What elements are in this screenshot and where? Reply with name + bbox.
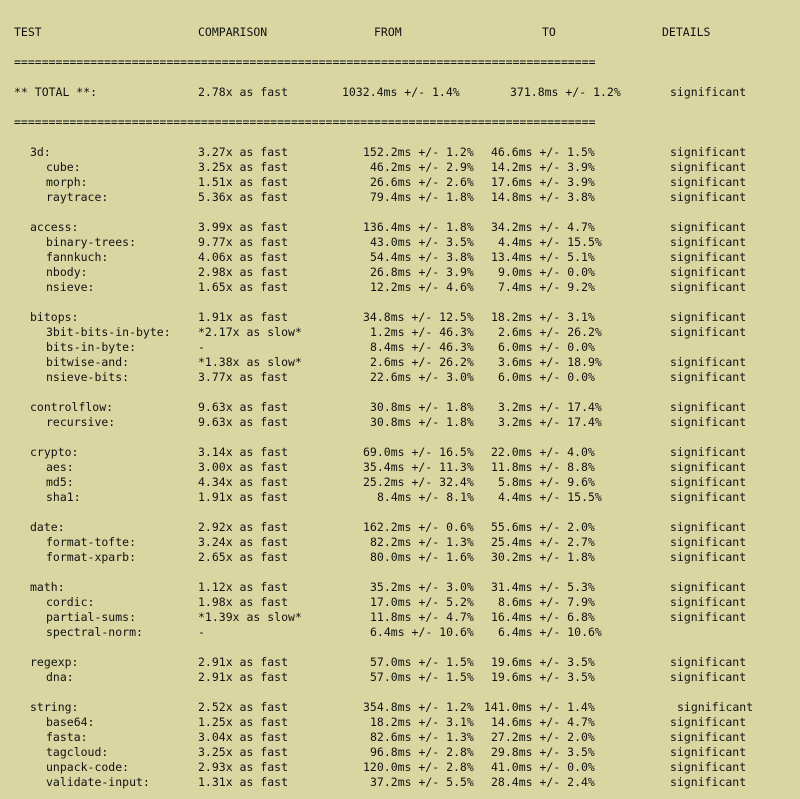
test-comparison: 9.63x as fast: [198, 415, 289, 429]
test-to: 4.4ms +/- 15.5%: [498, 235, 602, 249]
test-to: 7.4ms +/- 9.2%: [498, 280, 595, 294]
test-comparison: 4.34x as fast: [198, 475, 289, 489]
test-to: 28.4ms +/- 2.4%: [491, 775, 595, 789]
group-details: significant: [670, 580, 747, 594]
test-name: spectral-norm:: [46, 625, 143, 639]
test-comparison: 1.98x as fast: [198, 595, 289, 609]
test-details: significant: [670, 355, 747, 369]
test-from: 82.2ms +/- 1.3%: [370, 535, 474, 549]
test-from: 1.2ms +/- 46.3%: [370, 325, 474, 339]
test-name: bits-in-byte:: [46, 340, 137, 354]
test-from: 79.4ms +/- 1.8%: [370, 190, 474, 204]
test-from: 43.0ms +/- 3.5%: [370, 235, 474, 249]
group-details: significant: [670, 310, 747, 324]
test-comparison: 3.25x as fast: [198, 745, 289, 759]
group-name: crypto:: [30, 445, 79, 459]
test-details: significant: [670, 175, 747, 189]
test-details: significant: [670, 775, 747, 789]
test-to: 8.6ms +/- 7.9%: [498, 595, 595, 609]
group-to: 34.2ms +/- 4.7%: [491, 220, 595, 234]
test-from: 82.6ms +/- 1.3%: [370, 730, 474, 744]
test-from: 54.4ms +/- 3.8%: [370, 250, 474, 264]
test-details: significant: [670, 190, 747, 204]
group-comparison: 3.27x as fast: [198, 145, 289, 159]
test-to: 14.2ms +/- 3.9%: [491, 160, 595, 174]
test-comparison: 1.51x as fast: [198, 175, 289, 189]
total-to: 371.8ms +/- 1.2%: [510, 85, 621, 99]
test-from: 6.4ms +/- 10.6%: [370, 625, 474, 639]
group-name: regexp:: [30, 655, 79, 669]
test-from: 11.8ms +/- 4.7%: [370, 610, 474, 624]
separator-bottom: ====================================================================================: [14, 115, 596, 129]
test-name: morph:: [46, 175, 88, 189]
total-name: ** TOTAL **:: [14, 85, 98, 99]
test-to: 27.2ms +/- 2.0%: [491, 730, 595, 744]
test-details: significant: [670, 745, 747, 759]
test-comparison: 3.04x as fast: [198, 730, 289, 744]
test-name: fasta:: [46, 730, 88, 744]
test-from: 2.6ms +/- 26.2%: [370, 355, 474, 369]
test-comparison: *2.17x as slow*: [198, 325, 302, 339]
test-from: 25.2ms +/- 32.4%: [363, 475, 474, 489]
test-comparison: 2.65x as fast: [198, 550, 289, 564]
test-comparison: 2.91x as fast: [198, 670, 289, 684]
test-comparison: 2.93x as fast: [198, 760, 289, 774]
test-to: 16.4ms +/- 6.8%: [491, 610, 595, 624]
test-details: significant: [670, 250, 747, 264]
test-from: 96.8ms +/- 2.8%: [370, 745, 474, 759]
separator-top: ====================================================================================: [14, 55, 596, 69]
test-name: fannkuch:: [46, 250, 109, 264]
group-to: 3.2ms +/- 17.4%: [498, 400, 602, 414]
test-to: 6.4ms +/- 10.6%: [498, 625, 602, 639]
test-to: 9.0ms +/- 0.0%: [498, 265, 595, 279]
test-to: 4.4ms +/- 15.5%: [498, 490, 602, 504]
test-details: significant: [670, 760, 747, 774]
test-details: significant: [670, 415, 747, 429]
test-from: 120.0ms +/- 2.8%: [363, 760, 474, 774]
test-details: significant: [670, 265, 747, 279]
header-from: FROM: [374, 25, 402, 39]
test-from: 35.4ms +/- 11.3%: [363, 460, 474, 474]
test-details: significant: [670, 595, 747, 609]
test-from: 17.0ms +/- 5.2%: [370, 595, 474, 609]
test-name: nsieve:: [46, 280, 95, 294]
total-comparison: 2.78x as fast: [198, 85, 289, 99]
test-name: recursive:: [46, 415, 116, 429]
test-from: 8.4ms +/- 8.1%: [377, 490, 474, 504]
test-name: dna:: [46, 670, 74, 684]
test-details: significant: [670, 280, 747, 294]
test-to: 2.6ms +/- 26.2%: [498, 325, 602, 339]
test-to: 3.2ms +/- 17.4%: [498, 415, 602, 429]
test-from: 30.8ms +/- 1.8%: [370, 415, 474, 429]
test-comparison: 1.65x as fast: [198, 280, 289, 294]
test-comparison: 1.25x as fast: [198, 715, 289, 729]
test-details: significant: [670, 235, 747, 249]
test-to: 13.4ms +/- 5.1%: [491, 250, 595, 264]
test-name: cube:: [46, 160, 81, 174]
group-name: math:: [30, 580, 65, 594]
group-comparison: 3.14x as fast: [198, 445, 289, 459]
test-details: significant: [670, 325, 747, 339]
test-details: significant: [670, 475, 747, 489]
group-from: 35.2ms +/- 3.0%: [370, 580, 474, 594]
test-comparison: 3.24x as fast: [198, 535, 289, 549]
test-details: significant: [670, 460, 747, 474]
test-from: 57.0ms +/- 1.5%: [370, 670, 474, 684]
test-comparison: 2.98x as fast: [198, 265, 289, 279]
group-from: 30.8ms +/- 1.8%: [370, 400, 474, 414]
test-to: 30.2ms +/- 1.8%: [491, 550, 595, 564]
test-name: format-tofte:: [46, 535, 137, 549]
group-name: controlflow:: [30, 400, 114, 414]
test-to: 6.0ms +/- 0.0%: [498, 340, 595, 354]
test-name: base64:: [46, 715, 95, 729]
test-from: 26.6ms +/- 2.6%: [370, 175, 474, 189]
test-name: aes:: [46, 460, 74, 474]
group-from: 162.2ms +/- 0.6%: [363, 520, 474, 534]
group-name: bitops:: [30, 310, 79, 324]
test-name: sha1:: [46, 490, 81, 504]
group-comparison: 9.63x as fast: [198, 400, 289, 414]
group-comparison: 2.92x as fast: [198, 520, 289, 534]
test-from: 22.6ms +/- 3.0%: [370, 370, 474, 384]
test-to: 41.0ms +/- 0.0%: [491, 760, 595, 774]
group-name: 3d:: [30, 145, 51, 159]
test-to: 3.6ms +/- 18.9%: [498, 355, 602, 369]
header-details: DETAILS: [662, 25, 711, 39]
group-name: date:: [30, 520, 65, 534]
test-comparison: 5.36x as fast: [198, 190, 289, 204]
test-name: md5:: [46, 475, 74, 489]
test-to: 17.6ms +/- 3.9%: [491, 175, 595, 189]
group-comparison: 3.99x as fast: [198, 220, 289, 234]
test-name: unpack-code:: [46, 760, 130, 774]
test-to: 19.6ms +/- 3.5%: [491, 670, 595, 684]
group-to: 18.2ms +/- 3.1%: [491, 310, 595, 324]
test-comparison: *1.39x as slow*: [198, 610, 302, 624]
total-details: significant: [670, 85, 747, 99]
group-from: 34.8ms +/- 12.5%: [363, 310, 474, 324]
test-details: significant: [670, 715, 747, 729]
group-details: significant: [670, 400, 747, 414]
test-comparison: 3.00x as fast: [198, 460, 289, 474]
test-name: nbody:: [46, 265, 88, 279]
group-name: access:: [30, 220, 79, 234]
group-to: 19.6ms +/- 3.5%: [491, 655, 595, 669]
test-from: 46.2ms +/- 2.9%: [370, 160, 474, 174]
test-from: 37.2ms +/- 5.5%: [370, 775, 474, 789]
header-test: TEST: [14, 25, 42, 39]
group-to: 46.6ms +/- 1.5%: [491, 145, 595, 159]
test-to: 29.8ms +/- 3.5%: [491, 745, 595, 759]
test-comparison: 1.91x as fast: [198, 490, 289, 504]
test-comparison: *1.38x as slow*: [198, 355, 302, 369]
test-comparison: 9.77x as fast: [198, 235, 289, 249]
group-to: 141.0ms +/- 1.4%: [484, 700, 595, 714]
group-to: 55.6ms +/- 2.0%: [491, 520, 595, 534]
test-to: 5.8ms +/- 9.6%: [498, 475, 595, 489]
group-details: significant: [670, 520, 747, 534]
test-from: 80.0ms +/- 1.6%: [370, 550, 474, 564]
test-details: significant: [670, 160, 747, 174]
test-to: 6.0ms +/- 0.0%: [498, 370, 595, 384]
test-to: 25.4ms +/- 2.7%: [491, 535, 595, 549]
group-details: significant: [670, 145, 747, 159]
test-from: 12.2ms +/- 4.6%: [370, 280, 474, 294]
group-details: significant: [670, 655, 747, 669]
test-details: significant: [670, 370, 747, 384]
test-name: cordic:: [46, 595, 95, 609]
group-comparison: 1.12x as fast: [198, 580, 289, 594]
test-to: 11.8ms +/- 8.8%: [491, 460, 595, 474]
test-comparison: 3.25x as fast: [198, 160, 289, 174]
test-details: significant: [670, 670, 747, 684]
test-name: raytrace:: [46, 190, 109, 204]
group-details: significant: [670, 445, 747, 459]
group-comparison: 1.91x as fast: [198, 310, 289, 324]
header-to: TO: [542, 25, 556, 39]
group-details: significant: [670, 220, 747, 234]
test-name: 3bit-bits-in-byte:: [46, 325, 171, 339]
group-from: 152.2ms +/- 1.2%: [363, 145, 474, 159]
header-comparison: COMPARISON: [198, 25, 268, 39]
test-comparison: 4.06x as fast: [198, 250, 289, 264]
group-from: 57.0ms +/- 1.5%: [370, 655, 474, 669]
test-from: 18.2ms +/- 3.1%: [370, 715, 474, 729]
test-name: tagcloud:: [46, 745, 109, 759]
group-details: significant: [677, 700, 754, 714]
test-details: significant: [670, 550, 747, 564]
test-name: partial-sums:: [46, 610, 137, 624]
group-comparison: 2.91x as fast: [198, 655, 289, 669]
group-to: 22.0ms +/- 4.0%: [491, 445, 595, 459]
test-from: 26.8ms +/- 3.9%: [370, 265, 474, 279]
test-name: binary-trees:: [46, 235, 137, 249]
test-comparison: 3.77x as fast: [198, 370, 289, 384]
test-comparison: -: [198, 625, 205, 639]
test-to: 14.8ms +/- 3.8%: [491, 190, 595, 204]
test-details: significant: [670, 730, 747, 744]
group-name: string:: [30, 700, 79, 714]
test-details: significant: [670, 610, 747, 624]
test-name: bitwise-and:: [46, 355, 130, 369]
test-name: nsieve-bits:: [46, 370, 130, 384]
test-details: significant: [670, 490, 747, 504]
test-from: 8.4ms +/- 46.3%: [370, 340, 474, 354]
test-details: significant: [670, 535, 747, 549]
group-from: 136.4ms +/- 1.8%: [363, 220, 474, 234]
test-comparison: -: [198, 340, 205, 354]
group-from: 354.8ms +/- 1.2%: [363, 700, 474, 714]
test-comparison: 1.31x as fast: [198, 775, 289, 789]
test-to: 14.6ms +/- 4.7%: [491, 715, 595, 729]
total-from: 1032.4ms +/- 1.4%: [342, 85, 460, 99]
group-comparison: 2.52x as fast: [198, 700, 289, 714]
test-name: format-xparb:: [46, 550, 137, 564]
group-from: 69.0ms +/- 16.5%: [363, 445, 474, 459]
test-name: validate-input:: [46, 775, 150, 789]
group-to: 31.4ms +/- 5.3%: [491, 580, 595, 594]
